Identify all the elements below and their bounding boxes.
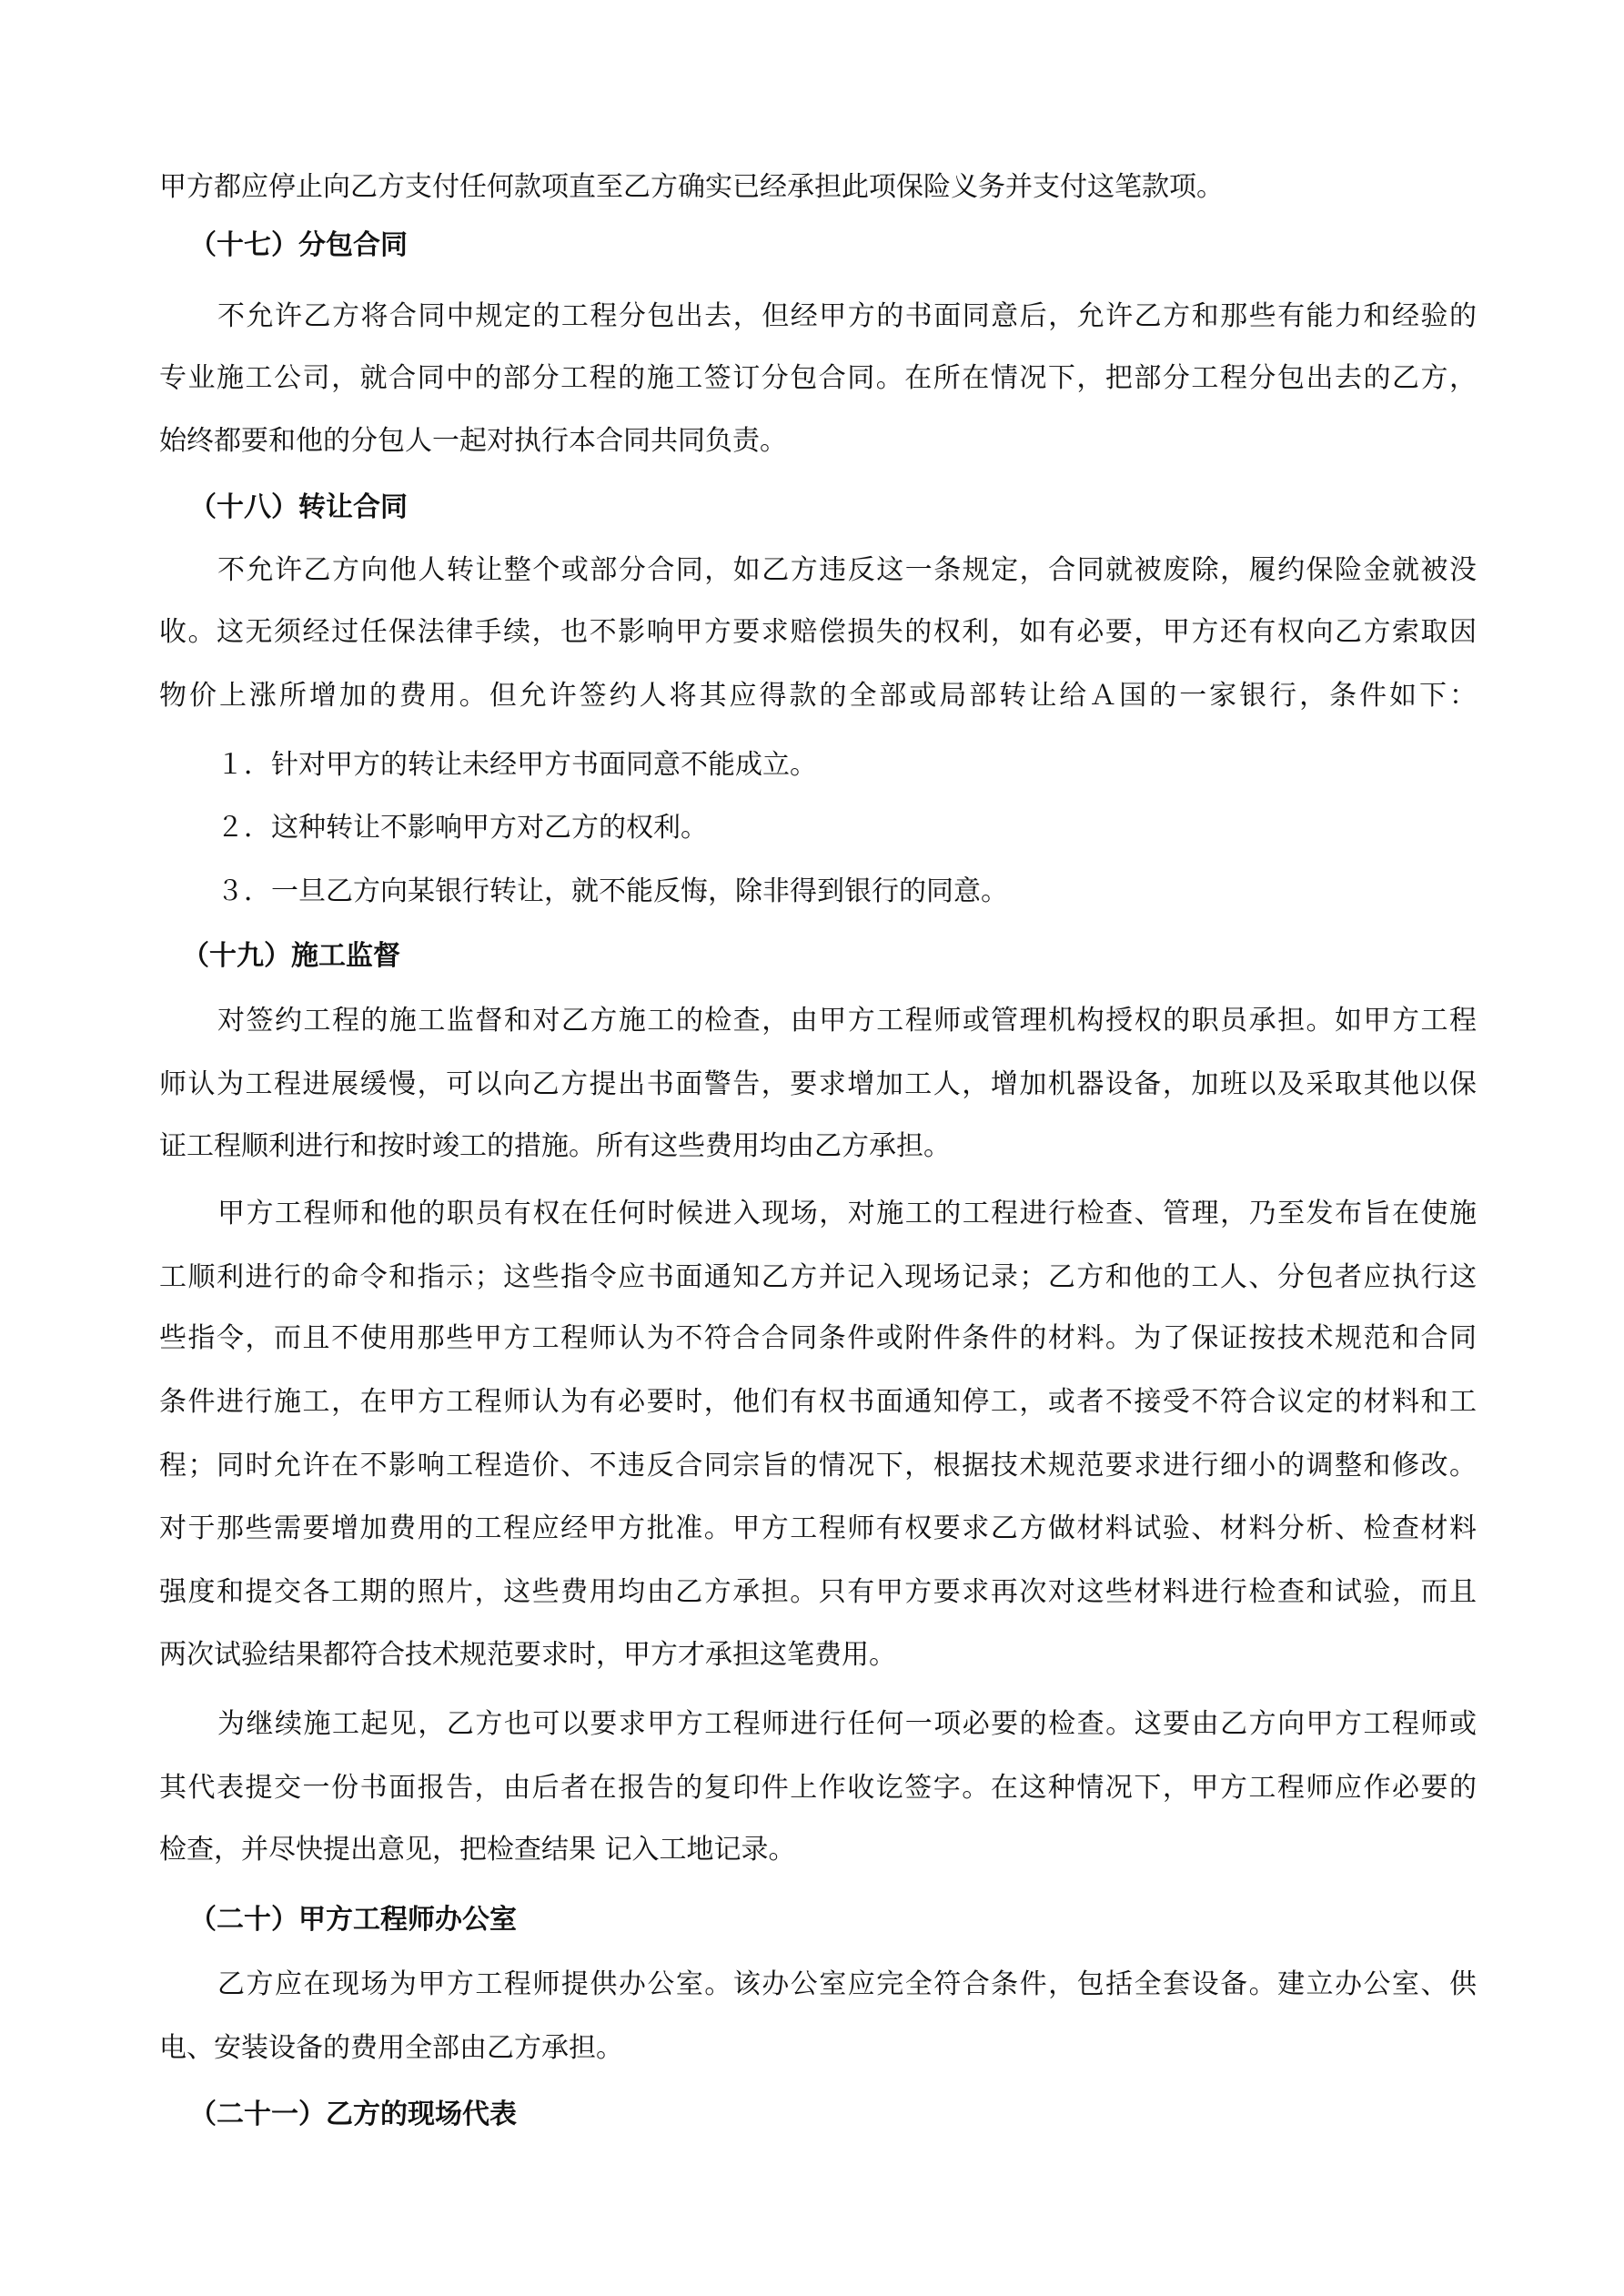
paragraph-line: 强度和提交各工期的照片，这些费用均由乙方承担。只有甲方要求再次对这些材料进行检查和试验，而且 bbox=[159, 1576, 1477, 1608]
paragraph-line: 程；同时允许在不影响工程造价、不违反合同宗旨的情况下，根据技术规范要求进行细小的调整和修改。 bbox=[159, 1450, 1477, 1482]
paragraph-line: 对于那些需要增加费用的工程应经甲方批准。甲方工程师有权要求乙方做材料试验、材料分析、检查材料 bbox=[159, 1512, 1477, 1544]
paragraph-line: 甲方都应停止向乙方支付任何款项直至乙方确实已经承担此项保险义务并支付这笔款项。 bbox=[159, 171, 1224, 203]
paragraph-line: 师认为工程进展缓慢，可以向乙方提出书面警告，要求增加工人，增加机器设备，加班以及采取其他以保 bbox=[159, 1068, 1477, 1100]
paragraph-line: 不允许乙方向他人转让整个或部分合同，如乙方违反这一条规定，合同就被废除，履约保险金就被没 bbox=[217, 554, 1477, 586]
paragraph-line: 些指令，而且不使用那些甲方工程师认为不符合合同条件或附件条件的材料。为了保证按技术规范和合同 bbox=[159, 1322, 1477, 1354]
list-item: ２．这种转让不影响甲方对乙方的权利。 bbox=[217, 812, 708, 844]
paragraph-line: 检查，并尽快提出意见，把检查结果 记入工地记录。 bbox=[159, 1834, 796, 1866]
paragraph-line: 物价上涨所增加的费用。但允许签约人将其应得款的全部或局部转让给Ａ国的一家银行，条件如下： bbox=[159, 680, 1477, 712]
paragraph-line: 不允许乙方将合同中规定的工程分包出去，但经甲方的书面同意后，允许乙方和那些有能力和经验的 bbox=[217, 300, 1477, 332]
paragraph-line: 两次试验结果都符合技术规范要求时，甲方才承担这笔费用。 bbox=[159, 1639, 896, 1671]
list-item: ３．一旦乙方向某银行转让，就不能反悔，除非得到银行的同意。 bbox=[217, 875, 1008, 907]
section-heading-21: （二十一）乙方的现场代表 bbox=[189, 2099, 517, 2130]
paragraph-line: 收。这无须经过任保法律手续，也不影响甲方要求赔偿损失的权利，如有必要，甲方还有权向乙方索取因 bbox=[159, 616, 1477, 648]
paragraph-line: 工顺利进行的命令和指示；这些指令应书面通知乙方并记入现场记录；乙方和他的工人、分包者应执行这 bbox=[159, 1261, 1477, 1293]
paragraph-line: 其代表提交一份书面报告，由后者在报告的复印件上作收讫签字。在这种情况下，甲方工程师应作必要的 bbox=[159, 1772, 1477, 1804]
list-item: １．针对甲方的转让未经甲方书面同意不能成立。 bbox=[217, 749, 817, 781]
paragraph-line: 对签约工程的施工监督和对乙方施工的检查，由甲方工程师或管理机构授权的职员承担。如甲方工程 bbox=[217, 1005, 1477, 1037]
paragraph-line: 为继续施工起见，乙方也可以要求甲方工程师进行任何一项必要的检查。这要由乙方向甲方工程师或 bbox=[217, 1708, 1477, 1740]
section-heading-18: （十八）转让合同 bbox=[189, 491, 408, 523]
paragraph-line: 甲方工程师和他的职员有权在任何时候进入现场，对施工的工程进行检查、管理，乃至发布旨在使施 bbox=[217, 1198, 1477, 1229]
paragraph-line: 专业施工公司，就合同中的部分工程的施工签订分包合同。在所在情况下，把部分工程分包出去的乙方， bbox=[159, 362, 1477, 394]
section-heading-17: （十七）分包合同 bbox=[189, 229, 408, 261]
paragraph-line: 电、安装设备的费用全部由乙方承担。 bbox=[159, 2032, 623, 2064]
paragraph-line: 条件进行施工，在甲方工程师认为有必要时，他们有权书面通知停工，或者不接受不符合议定的材料和工 bbox=[159, 1386, 1477, 1418]
paragraph-line: 始终都要和他的分包人一起对执行本合同共同负责。 bbox=[159, 425, 787, 457]
paragraph-line: 证工程顺利进行和按时竣工的措施。所有这些费用均由乙方承担。 bbox=[159, 1130, 951, 1162]
section-heading-19: （十九）施工监督 bbox=[182, 940, 400, 972]
paragraph-line: 乙方应在现场为甲方工程师提供办公室。该办公室应完全符合条件，包括全套设备。建立办公室、供 bbox=[217, 1968, 1477, 2000]
section-heading-20: （二十）甲方工程师办公室 bbox=[189, 1904, 517, 1936]
